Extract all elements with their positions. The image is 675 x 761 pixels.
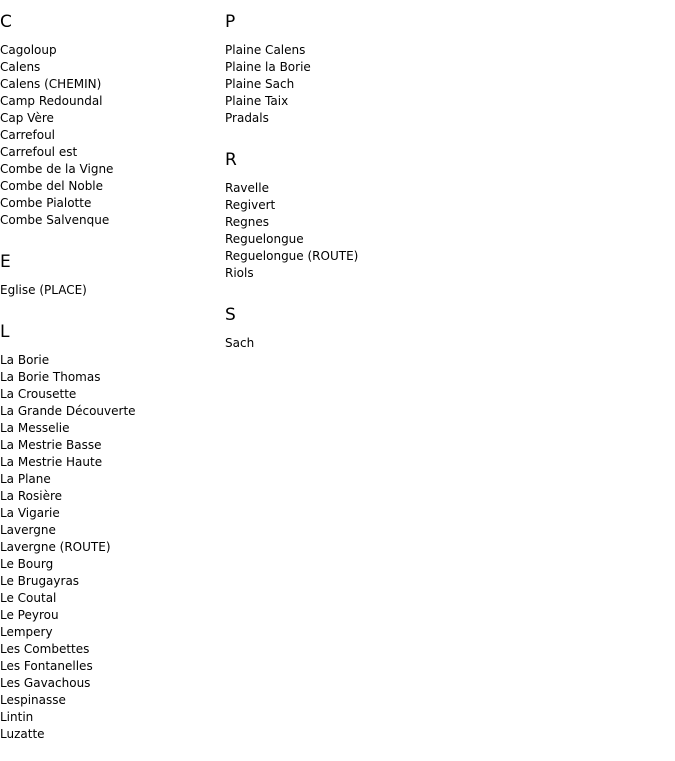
street-link-le-peyrou[interactable]: Le Peyrou: [0, 608, 59, 622]
street-list: [0, 282, 225, 299]
letter-heading: E: [0, 252, 11, 272]
street-link-combe-salvenque[interactable]: Combe Salvenque: [0, 213, 110, 227]
letter-heading: S: [225, 305, 236, 325]
street-link-combe-pialotte[interactable]: Combe Pialotte: [0, 196, 92, 210]
street-list: [225, 180, 525, 282]
letter-heading: C: [0, 12, 12, 32]
street-link-regnes[interactable]: Regnes: [225, 215, 270, 229]
street-list: [225, 335, 525, 352]
right-column: [225, 0, 525, 352]
street-list: [0, 42, 225, 229]
street-link-calens-chemin[interactable]: Calens (CHEMIN): [0, 77, 102, 91]
street-link-combe-de-la-vigne[interactable]: Combe de la Vigne: [0, 162, 114, 176]
letter-section-p: [225, 0, 525, 127]
street-link-ravelle[interactable]: Ravelle: [225, 181, 269, 195]
street-link-la-plane[interactable]: La Plane: [0, 472, 51, 486]
street-link-lespinasse[interactable]: Lespinasse: [0, 693, 66, 707]
letter-section-r: [225, 138, 525, 282]
street-link-la-mestrie-basse[interactable]: La Mestrie Basse: [0, 438, 102, 452]
street-link-cap-vere[interactable]: Cap Vère: [0, 111, 54, 125]
street-link-le-coutal[interactable]: Le Coutal: [0, 591, 57, 605]
letter-section-s: [225, 293, 525, 352]
street-link-le-brugayras[interactable]: Le Brugayras: [0, 574, 80, 588]
street-link-lempery[interactable]: Lempery: [0, 625, 53, 639]
street-link-les-fontanelles[interactable]: Les Fontanelles: [0, 659, 93, 673]
street-link-eglise-place[interactable]: Eglise (PLACE): [0, 283, 87, 297]
street-link-regivert[interactable]: Regivert: [225, 198, 276, 212]
street-link-la-messelie[interactable]: La Messelie: [0, 421, 70, 435]
street-link-la-vigarie[interactable]: La Vigarie: [0, 506, 60, 520]
street-link-lintin[interactable]: Lintin: [0, 710, 34, 724]
street-link-reguelongue[interactable]: Reguelongue: [225, 232, 304, 246]
street-link-plaine-la-borie[interactable]: Plaine la Borie: [225, 60, 311, 74]
street-link-la-grande-decouverte[interactable]: La Grande Découverte: [0, 404, 136, 418]
street-list: [0, 352, 225, 743]
street-link-sach[interactable]: Sach: [225, 336, 255, 350]
street-link-pradals[interactable]: Pradals: [225, 111, 269, 125]
street-link-luzatte[interactable]: Luzatte: [0, 727, 45, 741]
street-link-la-rosiere[interactable]: La Rosière: [0, 489, 63, 503]
street-link-plaine-calens[interactable]: Plaine Calens: [225, 43, 306, 57]
letter-heading: R: [225, 150, 237, 170]
street-link-les-combettes[interactable]: Les Combettes: [0, 642, 90, 656]
street-link-plaine-sach[interactable]: Plaine Sach: [225, 77, 295, 91]
street-link-la-mestrie-haute[interactable]: La Mestrie Haute: [0, 455, 103, 469]
street-link-calens[interactable]: Calens: [0, 60, 41, 74]
letter-heading: P: [225, 12, 236, 32]
street-link-carrefoul-est[interactable]: Carrefoul est: [0, 145, 78, 159]
letter-section-e: [0, 240, 225, 299]
street-link-plaine-taix[interactable]: Plaine Taix: [225, 94, 289, 108]
street-link-les-gavachous[interactable]: Les Gavachous: [0, 676, 91, 690]
letter-heading: L: [0, 322, 10, 342]
street-link-cagoloup[interactable]: Cagoloup: [0, 43, 57, 57]
left-column: [0, 0, 225, 743]
street-link-lavergne[interactable]: Lavergne: [0, 523, 56, 537]
street-link-lavergne-route[interactable]: Lavergne (ROUTE): [0, 540, 111, 554]
street-link-combe-del-noble[interactable]: Combe del Noble: [0, 179, 104, 193]
street-link-reguelongue-route[interactable]: Reguelongue (ROUTE): [225, 249, 359, 263]
street-link-la-borie[interactable]: La Borie: [0, 353, 50, 367]
street-link-le-bourg[interactable]: Le Bourg: [0, 557, 54, 571]
letter-section-l: [0, 310, 225, 743]
street-link-riols[interactable]: Riols: [225, 266, 254, 280]
street-link-carrefoul[interactable]: Carrefoul: [0, 128, 56, 142]
street-link-la-crousette[interactable]: La Crousette: [0, 387, 77, 401]
street-link-la-borie-thomas[interactable]: La Borie Thomas: [0, 370, 101, 384]
street-list: [225, 42, 525, 127]
street-link-camp-redoundal[interactable]: Camp Redoundal: [0, 94, 103, 108]
letter-section-c: [0, 0, 225, 229]
